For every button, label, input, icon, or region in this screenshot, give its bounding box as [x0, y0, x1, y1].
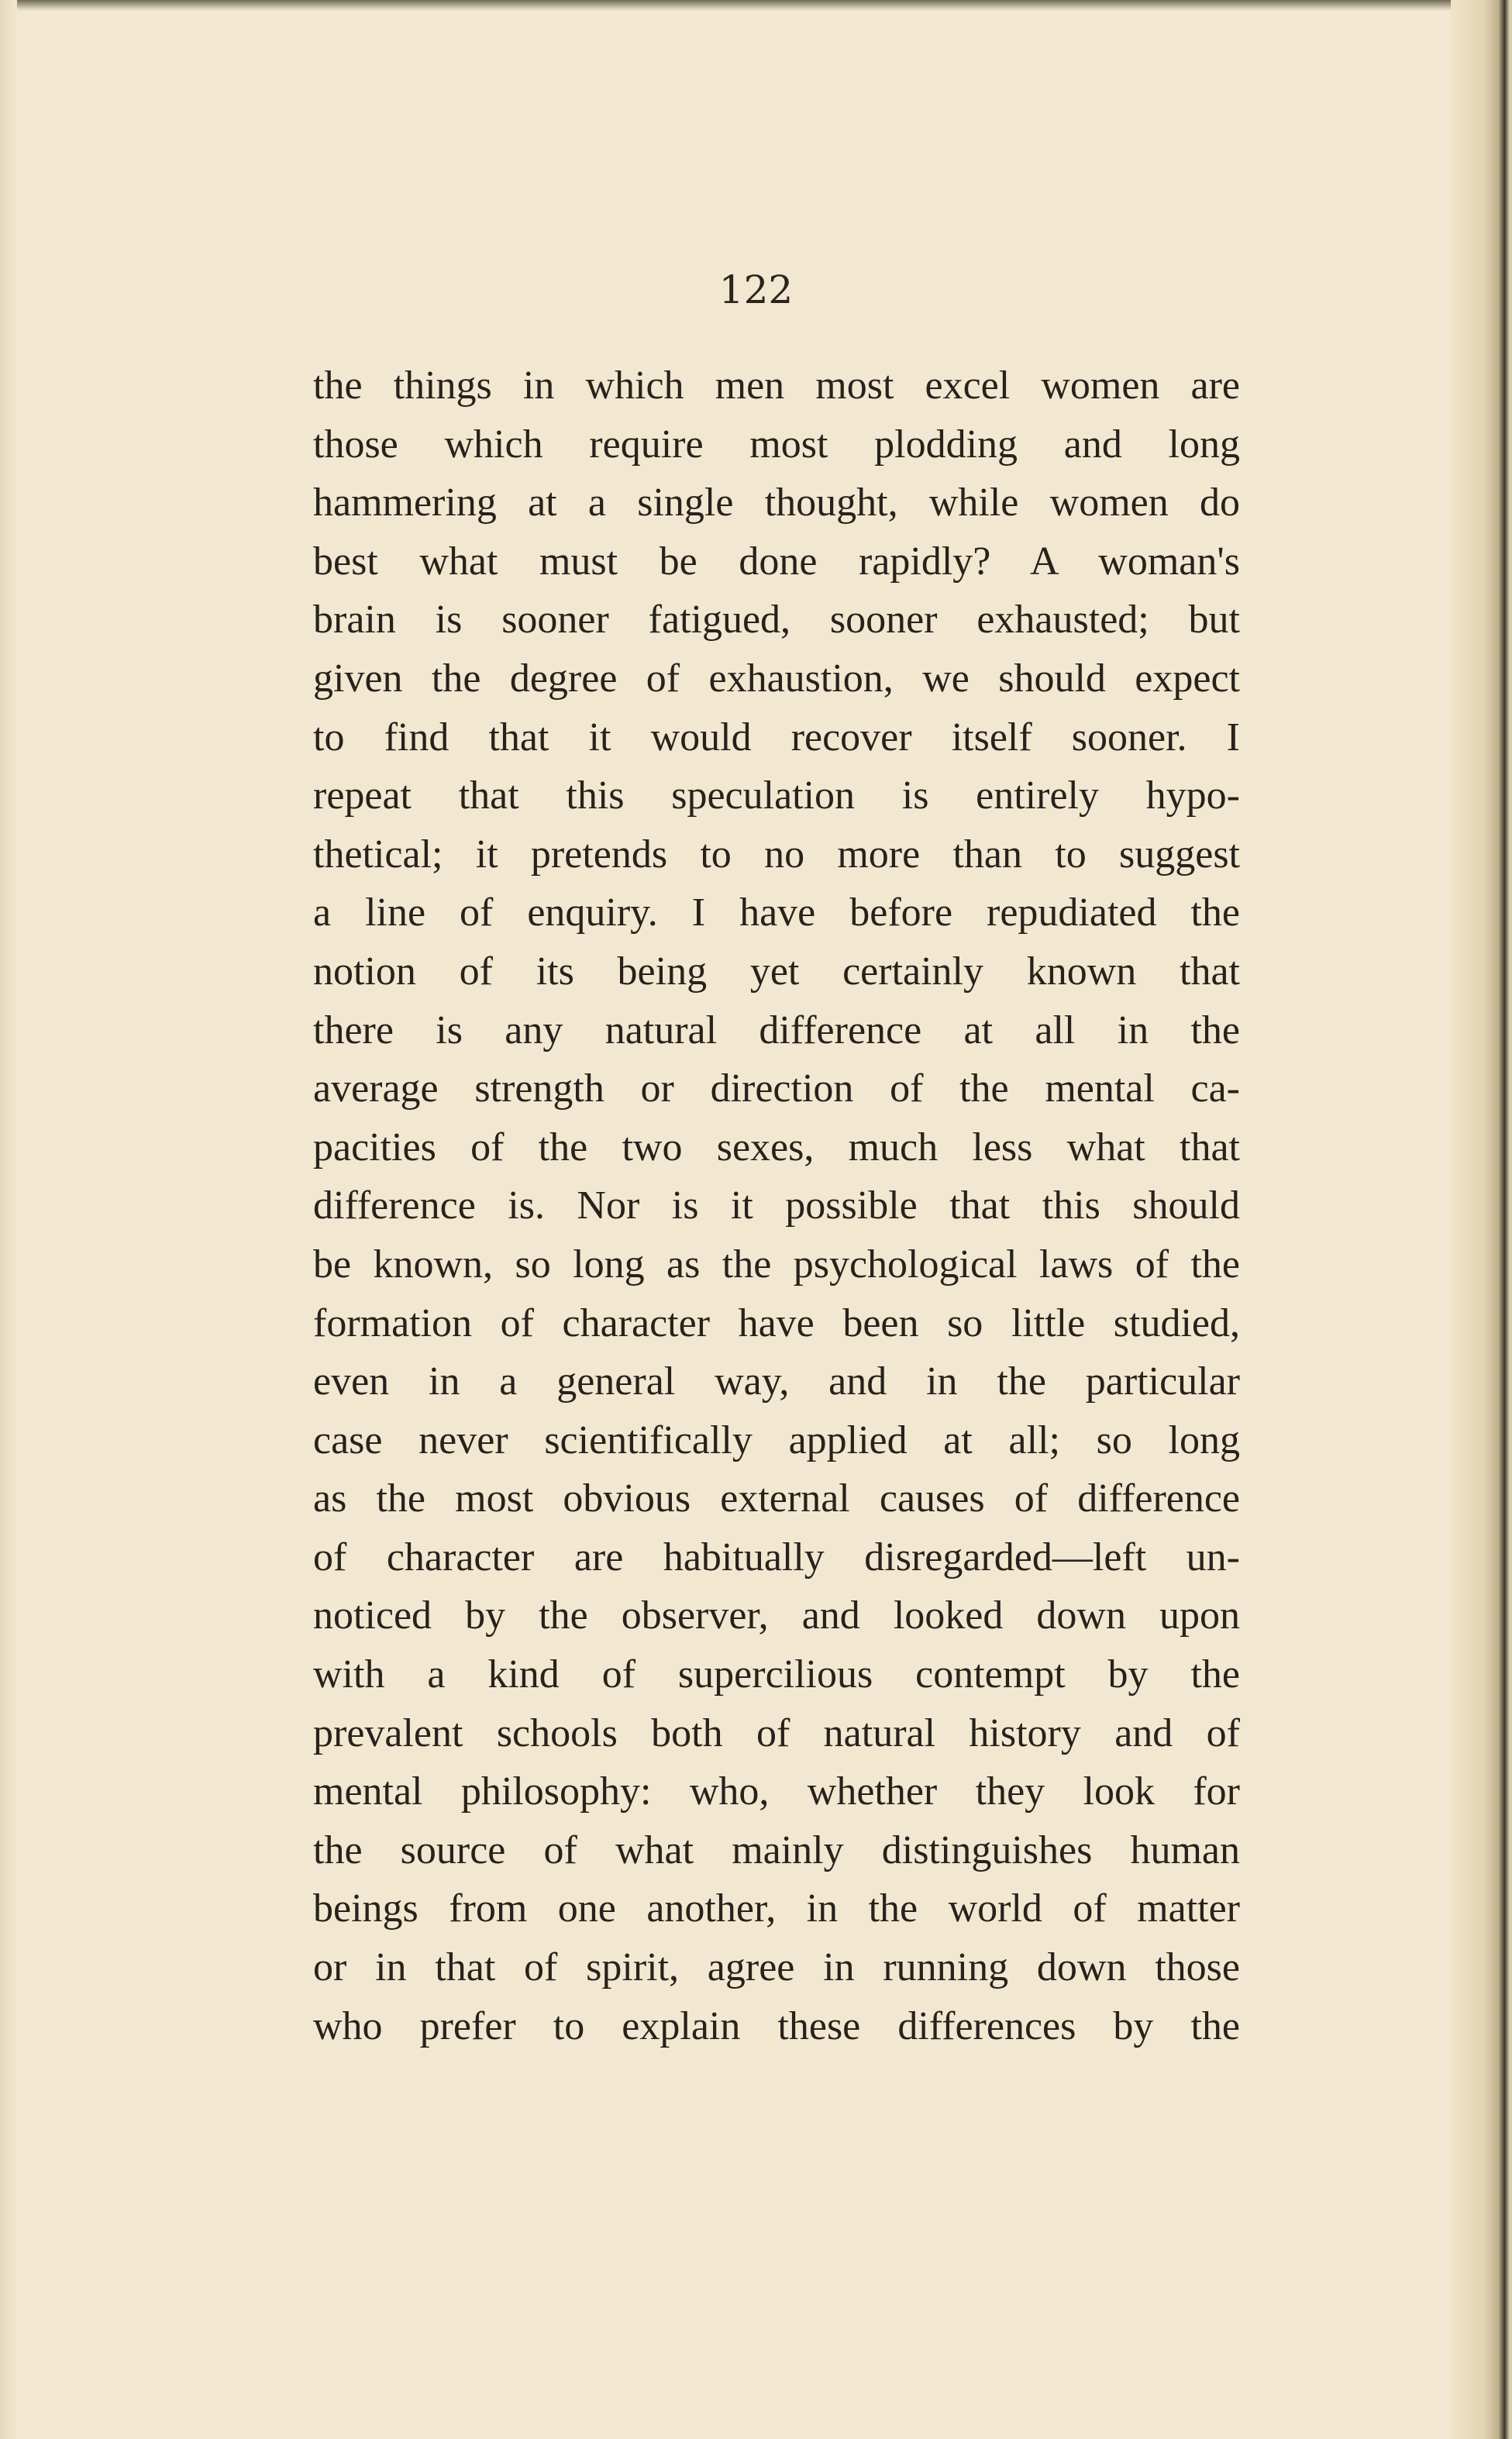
text-line: difference is. Nor is it possible that this should — [313, 1183, 1240, 1228]
page-number: 122 — [718, 267, 794, 312]
text-line: who prefer to explain these differences by the — [313, 2003, 1240, 2048]
page-left-edge — [0, 0, 17, 2439]
text-line: given the degree of exhaustion, we should expect — [313, 656, 1240, 701]
text-line: formation of character have been so little studied, — [313, 1300, 1240, 1345]
text-line: those which require most plodding and long — [313, 422, 1240, 467]
text-line: pacities of the two sexes, much less what that — [313, 1125, 1240, 1170]
text-line: case never scientifically applied at all; so long — [313, 1418, 1240, 1462]
text-line: mental philosophy: who, whether they look for — [313, 1769, 1240, 1814]
text-line: of character are habitually disregarded—left un- — [313, 1535, 1240, 1579]
text-line: or in that of spirit, agree in running down those — [313, 1945, 1240, 1990]
text-line: thetical; it pretends to no more than to suggest — [313, 832, 1240, 877]
text-line: with a kind of supercilious contempt by the — [313, 1652, 1240, 1697]
text-line: best what must be done rapidly? A woman's — [313, 539, 1240, 584]
text-line: the source of what mainly distinguishes human — [313, 1828, 1240, 1872]
body-text — [313, 357, 1240, 2055]
text-line: a line of enquiry. I have before repudiated the — [313, 891, 1240, 935]
text-line: the things in which men most excel women are — [313, 363, 1240, 408]
text-line: noticed by the observer, and looked down upon — [313, 1593, 1240, 1638]
text-line: even in a general way, and in the particular — [313, 1359, 1240, 1404]
text-line: beings from one another, in the world of matter — [313, 1886, 1240, 1931]
text-line: repeat that this speculation is entirely hypo- — [313, 773, 1240, 818]
text-line: average strength or direction of the mental ca- — [313, 1066, 1240, 1111]
text-line: prevalent schools both of natural history and of — [313, 1710, 1240, 1755]
page-right-edge — [1451, 0, 1512, 2439]
page-top-edge — [0, 0, 1512, 11]
text-line: brain is sooner fatigued, sooner exhausted; but — [313, 598, 1240, 642]
text-line: be known, so long as the psychological laws of the — [313, 1242, 1240, 1287]
text-line: to find that it would recover itself sooner. I — [313, 715, 1240, 760]
text-line: as the most obvious external causes of difference — [313, 1476, 1240, 1521]
text-line: hammering at a single thought, while women do — [313, 481, 1240, 525]
text-line: there is any natural difference at all in the — [313, 1008, 1240, 1052]
text-line: notion of its being yet certainly known that — [313, 949, 1240, 994]
